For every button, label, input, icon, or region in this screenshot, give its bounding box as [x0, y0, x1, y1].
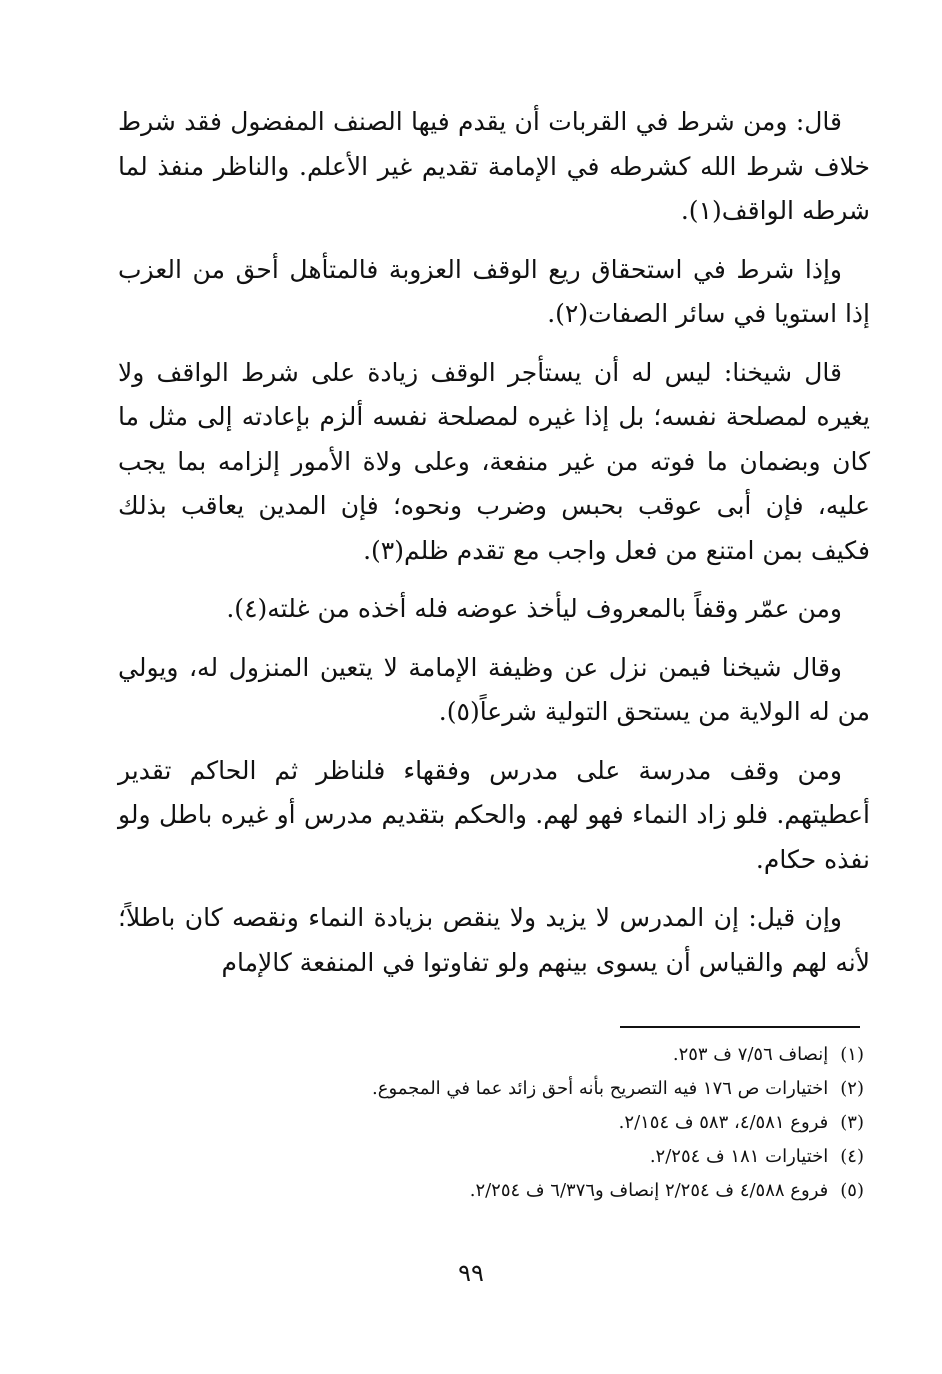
paragraph-1: قال: ومن شرط في القربات أن يقدم فيها الصنف المفضول فقد شرط خلاف شرط الله كشرطه في الإمامة تقديم غير الأعلم. والناظر منفذ لما شرطه الواقف(١).	[118, 107, 870, 225]
footnote	[118, 1174, 870, 1208]
footnote	[118, 1038, 870, 1072]
paragraph-6: ومن وقف مدرسة على مدرس وفقهاء فلناظر ثم الحاكم تقدير أعطيتهم. فلو زاد النماء فهو لهم. والحكم بتقديم مدرس أو غيره باطل ولو نفذه حكام.	[118, 755, 870, 874]
footnote-text: فروع ٤/٥٨١، ٥٨٣ ف ٢/١٥٤.	[618, 1112, 829, 1133]
footnote-divider	[620, 1026, 860, 1028]
paragraph-5: وقال شيخنا فيمن نزل عن وظيفة الإمامة لا يتعين المنزول له، ويولي من له الولاية من يستحق التولية شرعاً(٥).	[118, 652, 870, 726]
footnote-text: اختيارات ص ١٧٦ فيه التصريح بأنه أحق زائد عما في المجموع.	[372, 1078, 829, 1099]
paragraph-2: وإذا شرط في استحقاق ريع الوقف العزوبة فالمتأهل أحق من العزب إذا استويا في سائر الصفات(٢).	[118, 254, 870, 328]
main-text	[118, 100, 870, 999]
footnote-text: إنصاف ٧/٥٦ ف ٢٥٣.	[672, 1044, 829, 1065]
footnote-text: فروع ٤/٥٨٨ ف ٢/٢٥٤ إنصاف و٦/٣٧٦ ف ٢/٢٥٤.	[469, 1180, 829, 1201]
page-number: ٩٩	[458, 1259, 484, 1287]
footnote-number: (٤)	[840, 1146, 864, 1167]
paragraph-7: وإن قيل: إن المدرس لا يزيد ولا ينقص بزيادة النماء ونقصه كان باطلاً؛ لأنه لهم والقياس أن يسوى بينهم ولو تفاوتوا في المنفعة كالإمام	[118, 903, 870, 977]
footnote	[118, 1106, 870, 1140]
paragraph-3: قال شيخنا: ليس له أن يستأجر الوقف زيادة على شرط الواقف ولا يغيره لمصلحة نفسه؛ بل إذا غيره لمصلحة نفسه ألزم بإعادته إلى مثل ما كان وبضمان ما فوته من غير منفعة، وعلى ولاة الأمور إلزامه بما يجب عليه، فإن أبى عوقب بحبس وضرب ونحوه؛ فإن المدين يعاقب بذلك فكيف بمن امتنع من فعل واجب مع تقدم ظلم(٣).	[118, 357, 870, 565]
footnotes	[118, 1038, 870, 1208]
footnote-number: (٥)	[840, 1180, 864, 1201]
footnote-number: (٢)	[840, 1078, 864, 1099]
footnote-text: اختيارات ١٨١ ف ٢/٢٥٤.	[649, 1146, 829, 1167]
footnote	[118, 1140, 870, 1174]
footnote	[118, 1072, 870, 1106]
footnote-number: (٣)	[840, 1112, 864, 1133]
paragraph-4: ومن عمّر وقفاً بالمعروف ليأخذ عوضه فله أخذه من غلته(٤).	[226, 594, 842, 623]
footnote-number: (١)	[840, 1044, 864, 1065]
